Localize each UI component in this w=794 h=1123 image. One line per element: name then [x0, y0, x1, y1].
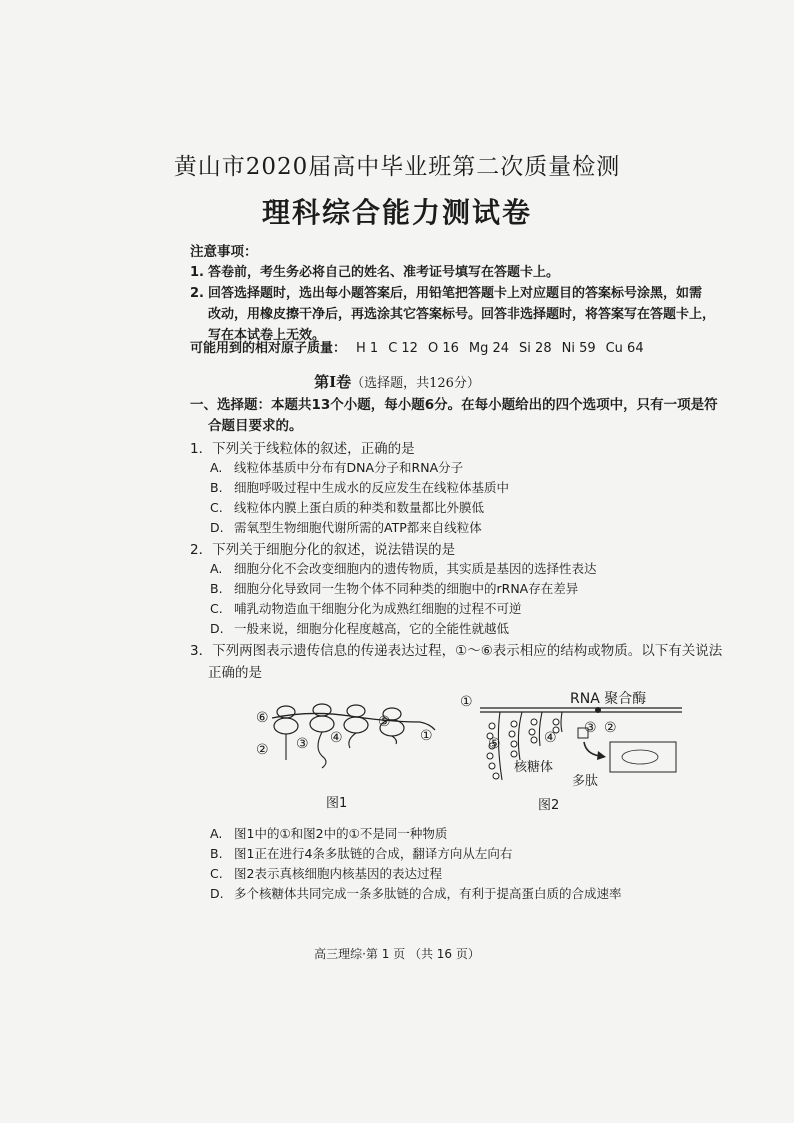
- figure-1-mark: ①: [420, 728, 433, 744]
- question-1-option-c: [210, 498, 735, 516]
- option-label: D.: [210, 621, 224, 636]
- figure-1-mark: ⑤: [378, 714, 391, 730]
- notice-item-text: 写在本试卷上无效。: [208, 328, 326, 343]
- notice-item-text: 回答选择题时，选出每小题答案后，用铅笔把答题卡上对应题目的答案标号涂黑，如需: [208, 286, 703, 301]
- question-2-stem: 2．下列关于细胞分化的叙述，说法错误的是: [190, 542, 456, 558]
- question-1-option-a: [210, 458, 735, 476]
- question-3-option-d: [210, 884, 735, 902]
- atomic-mass-item: C 12: [388, 341, 418, 356]
- question-3-stem-line: 3．下列两图表示遗传信息的传递表达过程，①～⑥表示相应的结构或物质。以下有关说法: [190, 643, 723, 659]
- section-heading-line: 合题目要求的。: [208, 418, 303, 434]
- part-title-sub: （选择题，共126分）: [351, 376, 480, 391]
- notice-item-number: 1.: [190, 265, 204, 280]
- question-3-option-c: [210, 864, 735, 882]
- option-text: 细胞分化导致同一生物个体不同种类的细胞中的rRNA存在差异: [234, 581, 579, 596]
- question-3-stem: [190, 639, 735, 681]
- question-3-option-a: [210, 824, 735, 842]
- section-heading-line: 一、选择题：本题共13个小题，每小题6分。在每小题给出的四个选项中，只有一项是符: [190, 397, 718, 413]
- option-text: 一般来说，细胞分化程度越高，它的全能性就越低: [234, 621, 510, 636]
- atomic-masses: [190, 337, 644, 356]
- figure-1-mark: ④: [330, 730, 343, 746]
- question-3-stem-line: 正确的是: [208, 665, 262, 681]
- option-text: 线粒体内膜上蛋白质的种类和数量都比外膜低: [234, 500, 485, 515]
- atomic-mass-item: Mg 24: [468, 341, 510, 356]
- figure-1-mark: ②: [256, 742, 269, 758]
- polypeptide-box: [610, 742, 676, 772]
- atomic-mass-item: O 16: [427, 341, 459, 356]
- exam-subtitle: 理科综合能力测试卷: [261, 196, 532, 229]
- notice-item-text: 改动，用橡皮擦干净后，再选涂其它答案标号。回答非选择题时，将答案写在答题卡上，: [208, 307, 716, 322]
- notice-item-1: [190, 262, 735, 283]
- question-2-option-b: [210, 579, 735, 597]
- ribosome-label: 核糖体: [514, 760, 554, 775]
- option-label: C.: [210, 500, 223, 515]
- figure-1-caption: 图1: [326, 796, 348, 811]
- option-label: A.: [210, 826, 223, 841]
- figure-2-mark: ⑤: [488, 736, 501, 752]
- question-1-stem: 1．下列关于线粒体的叙述，正确的是: [190, 441, 415, 457]
- notice-heading: 注意事项：: [190, 244, 258, 260]
- option-label: D.: [210, 520, 224, 535]
- atomic-mass-item: Cu 64: [605, 341, 644, 356]
- atomic-mass-item: Ni 59: [561, 341, 596, 356]
- figure-1-mark: ⑥: [256, 710, 269, 726]
- option-label: B.: [210, 846, 223, 861]
- option-text: 图2表示真核细胞内核基因的表达过程: [234, 866, 442, 881]
- arrow-shape: [584, 742, 600, 756]
- option-text: 细胞呼吸过程中生成水的反应发生在线粒体基质中: [234, 480, 510, 495]
- figure-1-mark: ③: [296, 736, 309, 752]
- notice-item-number: 2.: [190, 286, 204, 301]
- section-heading: [190, 395, 735, 437]
- arrowhead-shape: [597, 751, 606, 760]
- option-text: 细胞分化不会改变细胞内的遗传物质，其实质是基因的选择性表达: [234, 561, 597, 576]
- part-title: [0, 371, 794, 392]
- option-label: B.: [210, 581, 223, 596]
- option-label: C.: [210, 601, 223, 616]
- question-1-option-b: [210, 478, 735, 496]
- figure-2-mark: ④: [544, 730, 557, 746]
- option-label: A.: [210, 561, 223, 576]
- option-label: C.: [210, 866, 223, 881]
- rna-polymerase-label: RNA 聚合酶: [570, 691, 647, 707]
- option-label: B.: [210, 480, 223, 495]
- atomic-masses-label: 可能用到的相对原子质量：: [190, 341, 347, 356]
- option-text: 线粒体基质中分布有DNA分子和RNA分子: [234, 460, 464, 475]
- part-title-main: 第Ⅰ卷: [314, 373, 352, 391]
- exam-title: 黄山市2020届高中毕业班第二次质量检测: [173, 154, 621, 180]
- atomic-mass-item: H 1: [356, 341, 379, 356]
- option-text: 哺乳动物造血干细胞分化为成熟红细胞的过程不可逆: [234, 601, 522, 616]
- page-footer: 高三理综·第 1 页 （共 16 页）: [314, 947, 480, 961]
- notice-item-text: 答卷前，考生务必将自己的姓名、准考证号填写在答题卡上。: [208, 265, 560, 280]
- figure-2-caption: 图2: [538, 798, 560, 813]
- option-text: 图1中的①和图2中的①不是同一种物质: [234, 826, 448, 841]
- option-label: A.: [210, 460, 223, 475]
- option-text: 需氧型生物细胞代谢所需的ATP都来自线粒体: [234, 520, 482, 535]
- option-text: 图1正在进行4条多肽链的合成，翻译方向从左向右: [234, 846, 513, 861]
- option-text: 多个核糖体共同完成一条多肽链的合成，有利于提高蛋白质的合成速率: [234, 886, 622, 901]
- figure-2-mark: ③: [584, 720, 597, 736]
- question-1-option-d: [210, 518, 735, 536]
- figure-2-mark: ①: [460, 694, 473, 710]
- atomic-mass-item: Si 28: [519, 341, 552, 356]
- polypeptide-label: 多肽: [572, 774, 599, 789]
- question-3-option-b: [210, 844, 735, 862]
- question-2-option-c: [210, 599, 735, 617]
- question-2-option-d: [210, 619, 735, 637]
- figure-2-mark: ②: [604, 720, 617, 736]
- question-2-option-a: [210, 559, 735, 577]
- option-label: D.: [210, 886, 224, 901]
